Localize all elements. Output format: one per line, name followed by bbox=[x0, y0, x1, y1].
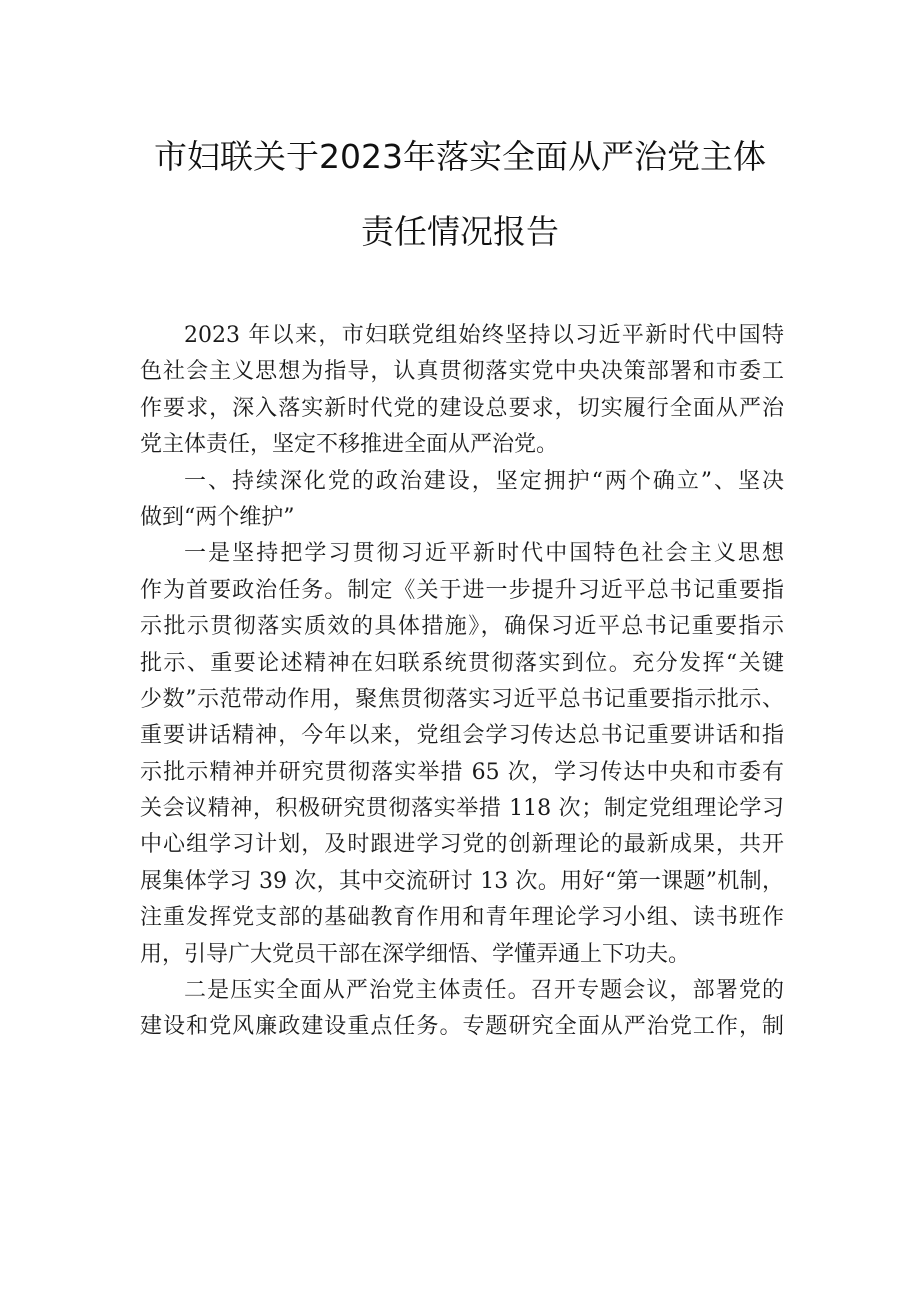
body-line: 二是压实全面从严治党主体责任。召开专题会议，部署党的 bbox=[184, 978, 784, 1004]
body-line: 示批示贯彻落实质效的具体措施》，确保习近平总书记重要指示 bbox=[140, 614, 784, 640]
body-line: 示批示精神并研究贯彻落实举措 65 次，学习传达中央和市委有 bbox=[140, 759, 784, 785]
section-heading-line: 一、持续深化党的政治建设，坚定拥护“两个确立”、坚决 bbox=[184, 468, 784, 494]
document-title-line-2: 责任情况报告 bbox=[361, 212, 559, 251]
body-line: 作为首要政治任务。制定《关于进一步提升习近平总书记重要指 bbox=[140, 577, 784, 603]
document-body bbox=[140, 318, 784, 1046]
body-line: 用，引导广大党员干部在深学细悟、学懂弄通上下功夫。 bbox=[140, 941, 691, 967]
body-line: 作要求，深入落实新时代党的建设总要求，切实履行全面从严治 bbox=[140, 395, 784, 421]
body-line: 少数”示范带动作用，聚焦贯彻落实习近平总书记重要指示批示、 bbox=[140, 686, 784, 712]
body-line: 注重发挥党支部的基础教育作用和青年理论学习小组、读书班作 bbox=[140, 905, 784, 931]
section-heading-line: 做到“两个维护” bbox=[140, 504, 295, 530]
body-line: 建设和党风廉政建设重点任务。专题研究全面从严治党工作，制 bbox=[140, 1014, 784, 1040]
document-title-line-1: 市妇联关于2023年落实全面从严治党主体 bbox=[154, 137, 766, 176]
body-line: 2023 年以来，市妇联党组始终坚持以习近平新时代中国特 bbox=[184, 323, 784, 348]
body-line: 色社会主义思想为指导，认真贯彻落实党中央决策部署和市委工 bbox=[140, 359, 784, 385]
body-line: 中心组学习计划，及时跟进学习党的创新理论的最新成果，共开 bbox=[140, 832, 784, 858]
body-line: 一是坚持把学习贯彻习近平新时代中国特色社会主义思想 bbox=[184, 541, 784, 567]
body-line: 展集体学习 39 次，其中交流研讨 13 次。用好“第一课题”机制， bbox=[140, 868, 784, 894]
body-line: 关会议精神，积极研究贯彻落实举措 118 次；制定党组理论学习 bbox=[140, 796, 784, 822]
body-line: 重要讲话精神，今年以来，党组会学习传达总书记重要讲话和指 bbox=[140, 723, 784, 749]
body-line: 批示、重要论述精神在妇联系统贯彻落实到位。充分发挥“关键 bbox=[140, 650, 784, 676]
body-line: 党主体责任，坚定不移推进全面从严治党。 bbox=[140, 432, 559, 458]
